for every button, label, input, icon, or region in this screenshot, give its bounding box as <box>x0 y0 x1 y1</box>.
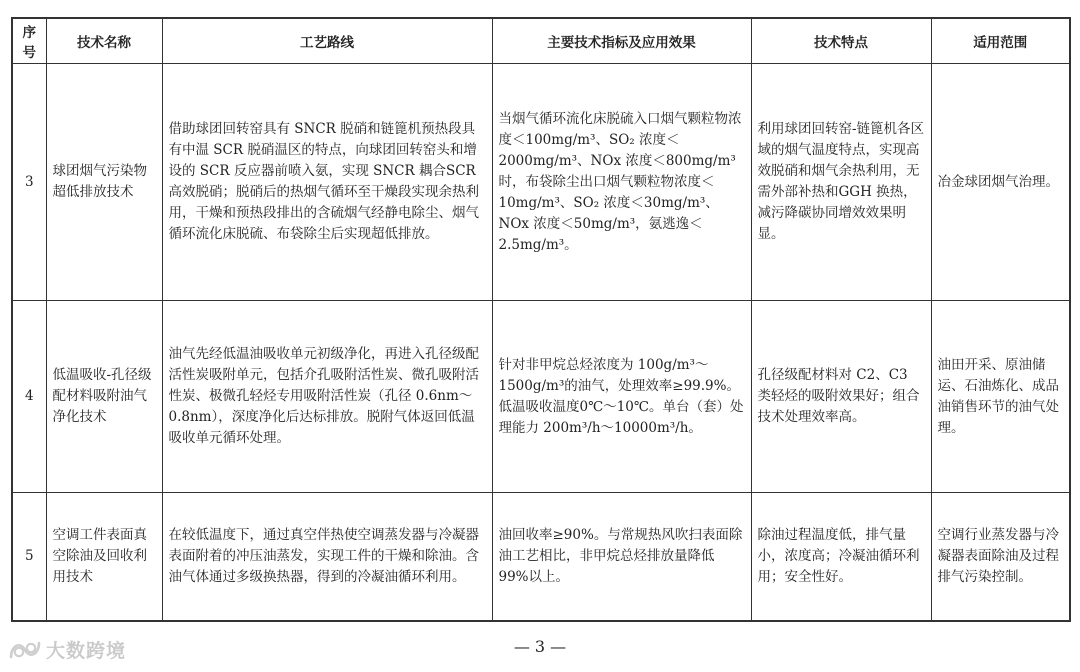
features-text: 孔径级配材料对 C2、C3 类轻烃的吸附效果好；组合技术处理效率高。 <box>751 301 931 493</box>
row-number: 3 <box>12 64 46 301</box>
header-seq: 序号 <box>12 18 46 64</box>
scope-text: 油田开采、原油储运、石油炼化、成品油销售环节的油气处理。 <box>931 301 1070 493</box>
metrics-text: 针对非甲烷总烃浓度为 100g/m³～1500g/m³的油气，处理效率≥99.9%。低温吸收温度0℃～10℃。单台（套）处理能力 200m³/h～10000m³/h。 <box>492 301 751 493</box>
page-number: — 3 — <box>513 637 567 656</box>
metrics-text: 当烟气循环流化床脱硫入口烟气颗粒物浓度＜100mg/m³、SO₂ 浓度＜2000mg/m³、NOx 浓度＜800mg/m³时，布袋除尘出口烟气颗粒物浓度＜10mg/m³、SO₂ 浓度＜30mg/m³、NOx 浓度＜50mg/m³，氨逃逸＜2.5mg/m³。 <box>492 64 751 301</box>
row-number: 5 <box>12 493 46 622</box>
process-route: 油气先经低温油吸收单元初级净化，再进入孔径级配活性炭吸附单元，包括介孔吸附活性炭、微孔吸附活性炭、极微孔轻烃专用吸附活性炭（孔径 0.6nm～0.8nm），深度净化后达标排放。脱附气体返回低温吸收单元循环处理。 <box>162 301 492 493</box>
scope-text: 冶金球团烟气治理。 <box>931 64 1070 301</box>
table-row <box>12 493 1070 622</box>
row-number: 4 <box>12 301 46 493</box>
technology-name: 球团烟气污染物超低排放技术 <box>46 64 162 301</box>
table-row <box>12 64 1070 301</box>
technology-table <box>11 17 1071 622</box>
header-features: 技术特点 <box>751 18 931 64</box>
technology-name: 低温吸收-孔径级配材料吸附油气净化技术 <box>46 301 162 493</box>
header-metrics: 主要技术指标及应用效果 <box>492 18 751 64</box>
table-header-row <box>12 18 1070 64</box>
process-route: 在较低温度下，通过真空伴热使空调蒸发器与冷凝器表面附着的冲压油蒸发，实现工件的干燥和除油。含油气体通过多级换热器，得到的冷凝油循环利用。 <box>162 493 492 622</box>
scope-text: 空调行业蒸发器与冷凝器表面除油及过程排气污染控制。 <box>931 493 1070 622</box>
header-tech-name: 技术名称 <box>46 18 162 64</box>
table-row <box>12 301 1070 493</box>
process-route: 借助球团回转窑具有 SNCR 脱硝和链篦机预热段具有中温 SCR 脱硝温区的特点，向球团回转窑头和增设的 SCR 反应器前喷入氨，实现 SNCR 耦合SCR 高效脱硝；脱硝后的热烟气循环至干燥段实现余热利用，干燥和预热段排出的含硫烟气经静电除尘、烟气循环流化床脱硫、布袋除尘后实现超低排放。 <box>162 64 492 301</box>
header-process-route: 工艺路线 <box>162 18 492 64</box>
header-scope: 适用范围 <box>931 18 1070 64</box>
features-text: 除油过程温度低，排气量小，浓度高；冷凝油循环利用；安全性好。 <box>751 493 931 622</box>
metrics-text: 油回收率≥90%。与常规热风吹扫表面除油工艺相比，非甲烷总烃排放量降低 99%以上。 <box>492 493 751 622</box>
features-text: 利用球团回转窑-链篦机各区域的烟气温度特点，实现高效脱硝和烟气余热利用，无需外部补热和GGH 换热，减污降碳协同增效效果明显。 <box>751 64 931 301</box>
watermark-text: 大数跨境 <box>46 640 127 662</box>
technology-name: 空调工件表面真空除油及回收利用技术 <box>46 493 162 622</box>
